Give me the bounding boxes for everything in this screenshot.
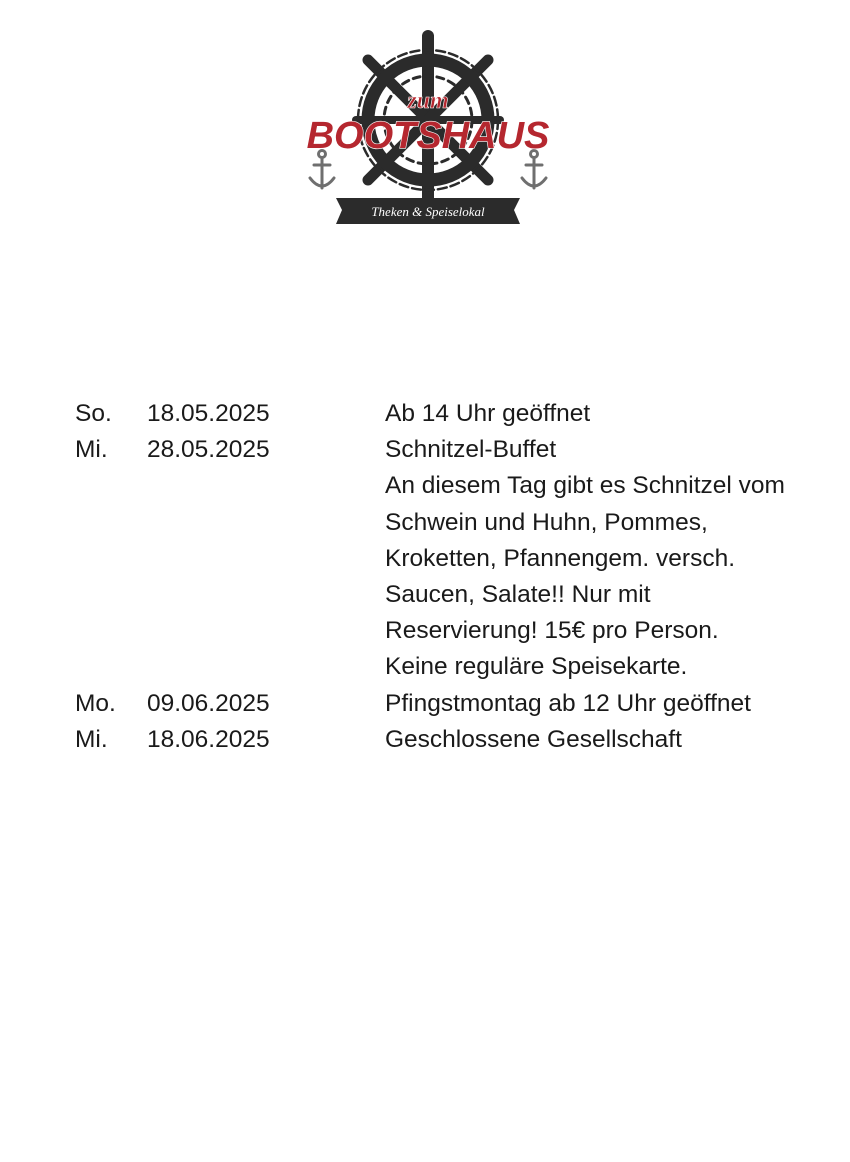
event-line: Geschlossene Gesellschaft bbox=[385, 725, 682, 753]
restaurant-logo bbox=[300, 28, 556, 230]
event-day: Mi. bbox=[75, 725, 108, 753]
event-day: So. bbox=[75, 400, 112, 427]
event-description bbox=[385, 396, 845, 432]
logo-top-text: zum bbox=[407, 88, 449, 114]
event-line: Kroketten, Pfannengem. versch. bbox=[385, 544, 735, 572]
logo-name: BOOTSHAUS bbox=[306, 115, 550, 157]
event-description bbox=[385, 686, 845, 722]
event-date: 18.06.2025 bbox=[147, 725, 270, 753]
event-date: 18.05.2025 bbox=[147, 400, 270, 427]
event-line: An diesem Tag gibt es Schnitzel vom bbox=[385, 472, 785, 500]
event-date: 09.06.2025 bbox=[147, 689, 270, 717]
event-row bbox=[75, 396, 845, 432]
event-date: 28.05.2025 bbox=[147, 436, 270, 464]
event-day: Mi. bbox=[75, 436, 108, 464]
event-description bbox=[385, 432, 845, 685]
event-line: Reservierung! 15€ pro Person. bbox=[385, 617, 719, 645]
event-description bbox=[385, 722, 845, 758]
event-line: Schwein und Huhn, Pommes, bbox=[385, 508, 708, 536]
event-schedule bbox=[75, 396, 845, 758]
event-line: Ab 14 Uhr geöffnet bbox=[385, 400, 591, 427]
event-line: Schnitzel-Buffet bbox=[385, 436, 557, 464]
event-line: Pfingstmontag ab 12 Uhr geöffnet bbox=[385, 689, 751, 717]
event-row bbox=[75, 686, 845, 722]
event-line: Keine reguläre Speisekarte. bbox=[385, 653, 688, 681]
event-row bbox=[75, 432, 845, 685]
event-day: Mo. bbox=[75, 689, 116, 717]
event-row bbox=[75, 722, 845, 758]
logo-banner-text: Theken & Speiselokal bbox=[371, 204, 485, 219]
event-line: Saucen, Salate!! Nur mit bbox=[385, 581, 651, 609]
